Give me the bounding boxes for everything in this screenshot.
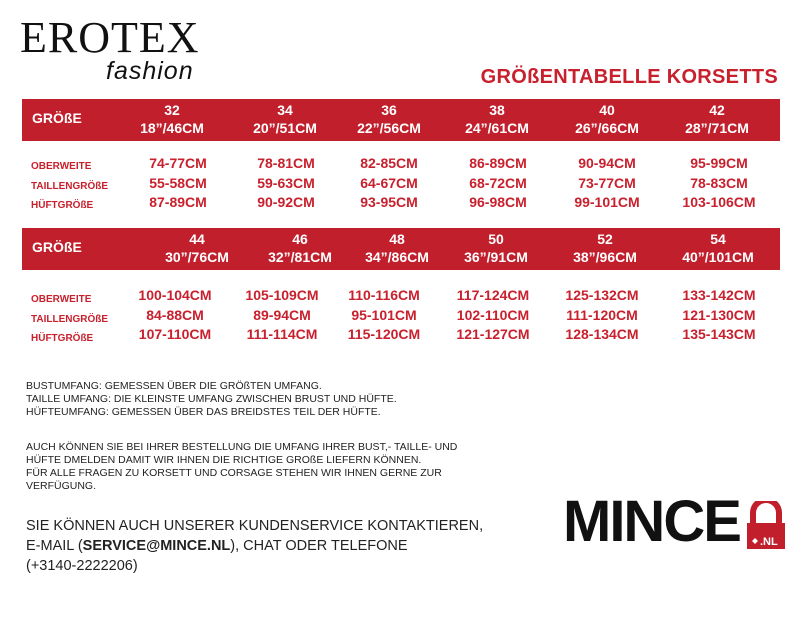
row-label-oberweite: OBERWEITE xyxy=(31,161,92,172)
size-column-header xyxy=(436,230,556,266)
value-cell: 121-127CM xyxy=(456,326,530,342)
size-number: 50 xyxy=(488,231,504,247)
logo-suffix: .NL xyxy=(760,536,778,548)
note-line: AUCH KÖNNEN SIE BEI IHRER BESTELLUNG DIE UMFANG IHRER BUST,- TAILLE- UND xyxy=(26,441,458,453)
value-cell: 105-109CM xyxy=(245,287,319,303)
row-label-hueftgroesse: HÜFTGRÖßE xyxy=(31,200,94,211)
value-cell: 121-130CM xyxy=(682,306,756,323)
value-cell: 95-99CM xyxy=(690,155,748,171)
value-cell: 64-67CM xyxy=(360,174,418,191)
size-number: 44 xyxy=(189,231,205,247)
size-cm: 26”/66CM xyxy=(575,120,639,136)
size-cm: 28”/71CM xyxy=(685,120,749,136)
value-cell: 107-110CM xyxy=(138,326,212,342)
value-column xyxy=(659,286,779,345)
value-cell: 111-114CM xyxy=(246,326,318,342)
value-cell: 78-83CM xyxy=(690,174,748,191)
size-number: 48 xyxy=(389,231,405,247)
row-label-taillengroesse: TAILLENGRÖßE xyxy=(31,313,109,325)
order-notes xyxy=(26,441,457,493)
brand-name: EROTEX xyxy=(20,13,200,62)
value-cell: 90-92CM xyxy=(257,194,315,210)
note-line: FÜR ALLE FRAGEN ZU KORSETT UND CORSAGE STEHEN WIR IHNEN GERNE ZUR xyxy=(26,467,442,479)
row-label-oberweite: OBERWEITE xyxy=(31,294,92,305)
size-number: 46 xyxy=(292,231,308,247)
value-column xyxy=(118,154,238,213)
value-cell: 110-116CM xyxy=(348,287,420,303)
size-number: 38 xyxy=(489,102,505,118)
contact-phone: (+3140-2222206) xyxy=(26,558,138,574)
value-cell: 117-124CM xyxy=(456,287,530,303)
value-cell: 115-120CM xyxy=(347,326,421,342)
value-cell: 87-89CM xyxy=(149,194,207,210)
value-cell: 103-106CM xyxy=(682,194,756,210)
measure-labels-1 xyxy=(31,157,131,216)
mince-logo xyxy=(563,487,793,557)
value-column xyxy=(433,286,553,345)
size-column-header xyxy=(329,101,449,137)
size-number: 40 xyxy=(599,102,615,118)
value-column xyxy=(547,154,667,213)
value-cell: 78-81CM xyxy=(257,155,315,171)
value-column xyxy=(659,154,779,213)
value-cell: 95-101CM xyxy=(351,306,417,323)
note-line: HÜFTEUMFANG: GEMESSEN ÜBER DAS BREIDSTES TEIL DER HÜFTE. xyxy=(26,406,381,418)
note-line: TAILLE UMFANG: DIE KLEINSTE UMFANG ZWISCHEN BRUST UND HÜFTE. xyxy=(26,393,397,405)
value-column xyxy=(324,286,444,345)
size-header-band-2 xyxy=(22,228,780,270)
value-cell: 84-88CM xyxy=(146,306,204,323)
size-cm: 22”/56CM xyxy=(357,120,421,136)
value-cell: 133-142CM xyxy=(682,287,756,303)
value-cell: 74-77CM xyxy=(149,155,207,171)
size-column-header xyxy=(225,101,345,137)
value-cell: 99-101CM xyxy=(574,194,640,210)
value-cell: 100-104CM xyxy=(138,287,212,303)
size-cm: 24”/61CM xyxy=(465,120,529,136)
brand-logo-erotex xyxy=(20,14,230,86)
size-column-header xyxy=(437,101,557,137)
value-column xyxy=(226,154,346,213)
size-number: 52 xyxy=(597,231,613,247)
size-cm: 20”/51CM xyxy=(253,120,317,136)
value-cell: 89-94CM xyxy=(253,306,311,323)
shopping-bag-icon xyxy=(743,501,789,553)
value-column xyxy=(115,286,235,345)
note-line: BUSTUMFANG: GEMESSEN ÜBER DIE GRÖßTEN UMFANG. xyxy=(26,380,322,392)
contact-email[interactable]: SERVICE@MINCE.NL xyxy=(82,538,231,554)
size-number: 34 xyxy=(277,102,293,118)
size-number: 54 xyxy=(710,231,726,247)
size-cm: 32”/81CM xyxy=(268,249,332,265)
value-cell: 111-120CM xyxy=(566,306,638,323)
size-column-header xyxy=(137,230,257,266)
value-cell: 86-89CM xyxy=(469,155,527,171)
value-cell: 135-143CM xyxy=(682,326,756,342)
size-cm: 36”/91CM xyxy=(464,249,528,265)
size-number: 36 xyxy=(381,102,397,118)
value-cell: 73-77CM xyxy=(578,174,636,191)
row-label-hueftgroesse: HÜFTGRÖßE xyxy=(31,333,94,344)
note-line: HÜFTE DMELDEN DAMIT WIR IHNEN DIE RICHTIGE GROßE LIEFERN KÖNNEN. xyxy=(26,454,422,466)
contact-line: SIE KÖNNEN AUCH UNSERER KUNDENSERVICE KONTAKTIEREN, xyxy=(26,518,484,534)
contact-text: E-MAIL ( xyxy=(26,538,83,554)
size-column-header xyxy=(657,101,777,137)
value-cell: 55-58CM xyxy=(149,174,207,191)
size-cm: 40”/101CM xyxy=(682,249,754,265)
size-cm: 30”/76CM xyxy=(165,249,229,265)
value-cell: 90-94CM xyxy=(578,155,636,171)
value-cell: 82-85CM xyxy=(360,155,418,171)
row-label-taillengroesse: TAILLENGRÖßE xyxy=(31,180,109,192)
value-column xyxy=(329,154,449,213)
contact-info xyxy=(26,516,483,576)
size-cm: 34”/86CM xyxy=(365,249,429,265)
value-column xyxy=(438,154,558,213)
size-cm: 38”/96CM xyxy=(573,249,637,265)
mince-logo-text: MINCE xyxy=(563,489,740,554)
contact-text: ), CHAT ODER TELEFONE xyxy=(230,538,408,554)
value-cell: 125-132CM xyxy=(565,287,639,303)
size-cm: 18”/46CM xyxy=(140,120,204,136)
value-cell: 93-95CM xyxy=(360,194,418,210)
contact-line xyxy=(26,536,483,556)
value-cell: 128-134CM xyxy=(565,326,639,342)
value-cell: 59-63CM xyxy=(257,174,315,191)
size-column-header xyxy=(547,101,667,137)
size-label: GRÖßE xyxy=(32,110,82,126)
value-cell: 68-72CM xyxy=(469,174,527,191)
value-cell: 102-110CM xyxy=(456,306,530,323)
measurement-notes xyxy=(26,380,397,419)
size-column-header xyxy=(545,230,665,266)
note-line: VERFÜGUNG. xyxy=(26,480,97,492)
brand-subtitle: fashion xyxy=(106,57,194,85)
size-label: GRÖßE xyxy=(32,239,82,255)
page-title: GRÖßENTABELLE KORSETTS xyxy=(480,66,778,88)
value-cell: 96-98CM xyxy=(469,194,527,210)
size-column-header xyxy=(112,101,232,137)
size-number: 32 xyxy=(164,102,180,118)
size-number: 42 xyxy=(709,102,725,118)
value-column xyxy=(542,286,662,345)
size-header-band-1 xyxy=(22,99,780,141)
size-column-header xyxy=(658,230,778,266)
